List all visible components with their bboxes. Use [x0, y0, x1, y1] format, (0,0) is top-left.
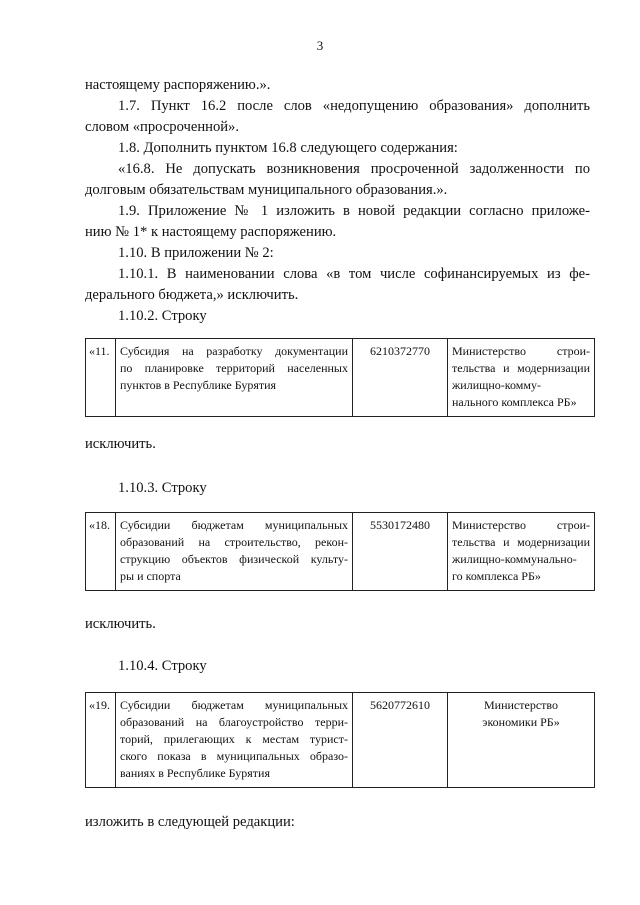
- table-row-11: [85, 338, 595, 417]
- text-line: словом «просроченной».: [85, 119, 239, 135]
- subsidy-name: Субсидии бюджетам муниципальных образований на благоустройство терри- торий, прилегающих к местам турист- ского показа в муниципальных образо- ваниях в Республике Бурятия: [116, 693, 353, 788]
- budget-code: 5530172480: [353, 513, 448, 591]
- text-line: 1.10. В приложении № 2:: [118, 245, 274, 261]
- text-line: исключить.: [85, 436, 156, 452]
- row-number: «19.: [86, 693, 116, 788]
- table-row-18: [85, 512, 595, 591]
- ministry-name: Министерство строи- тельства и модернизации жилищно-комму- нального комплекса РБ»: [448, 339, 595, 417]
- table-row-19: [85, 692, 595, 788]
- budget-code: 5620772610: [353, 693, 448, 788]
- row-number: «18.: [86, 513, 116, 591]
- text-line: нию № 1* к настоящему распоряжению.: [85, 224, 337, 240]
- text-line: изложить в следующей редакции:: [85, 814, 295, 830]
- ministry-name: Министерство строи- тельства и модернизации жилищно-коммунально- го комплекса РБ»: [448, 513, 595, 591]
- text-line: долговым обязательствам муниципального образования.».: [85, 182, 448, 198]
- text-line: настоящему распоряжению.».: [85, 77, 271, 93]
- subsidy-name: Субсидия на разработку документации по планировке территорий населенных пунктов в Республике Бурятия: [116, 339, 353, 417]
- text-line: дерального бюджета,» исключить.: [85, 287, 299, 303]
- text-line: 1.10.2. Строку: [118, 308, 207, 324]
- row-number: «11.: [86, 339, 116, 417]
- ministry-name: Министерство экономики РБ»: [448, 693, 595, 788]
- text-line: 1.10.3. Строку: [118, 480, 207, 496]
- subsidy-name: Субсидии бюджетам муниципальных образований на строительство, рекон- струкцию объектов физической культу- ры и спорта: [116, 513, 353, 591]
- text-line: 1.8. Дополнить пунктом 16.8 следующего содержания:: [118, 140, 458, 156]
- page-number: 3: [316, 38, 324, 53]
- text-line: 1.10.4. Строку: [118, 658, 207, 674]
- text-line: «16.8. Не допускать возникновения просроченной задолженности по: [118, 161, 590, 177]
- text-line: исключить.: [85, 616, 156, 632]
- text-line: 1.7. Пункт 16.2 после слов «недопущению образования» дополнить: [118, 98, 590, 114]
- text-line: 1.9. Приложение № 1 изложить в новой редакции согласно приложе-: [118, 203, 590, 219]
- budget-code: 6210372770: [353, 339, 448, 417]
- text-line: 1.10.1. В наименовании слова «в том числе софинансируемых из фе-: [118, 266, 590, 282]
